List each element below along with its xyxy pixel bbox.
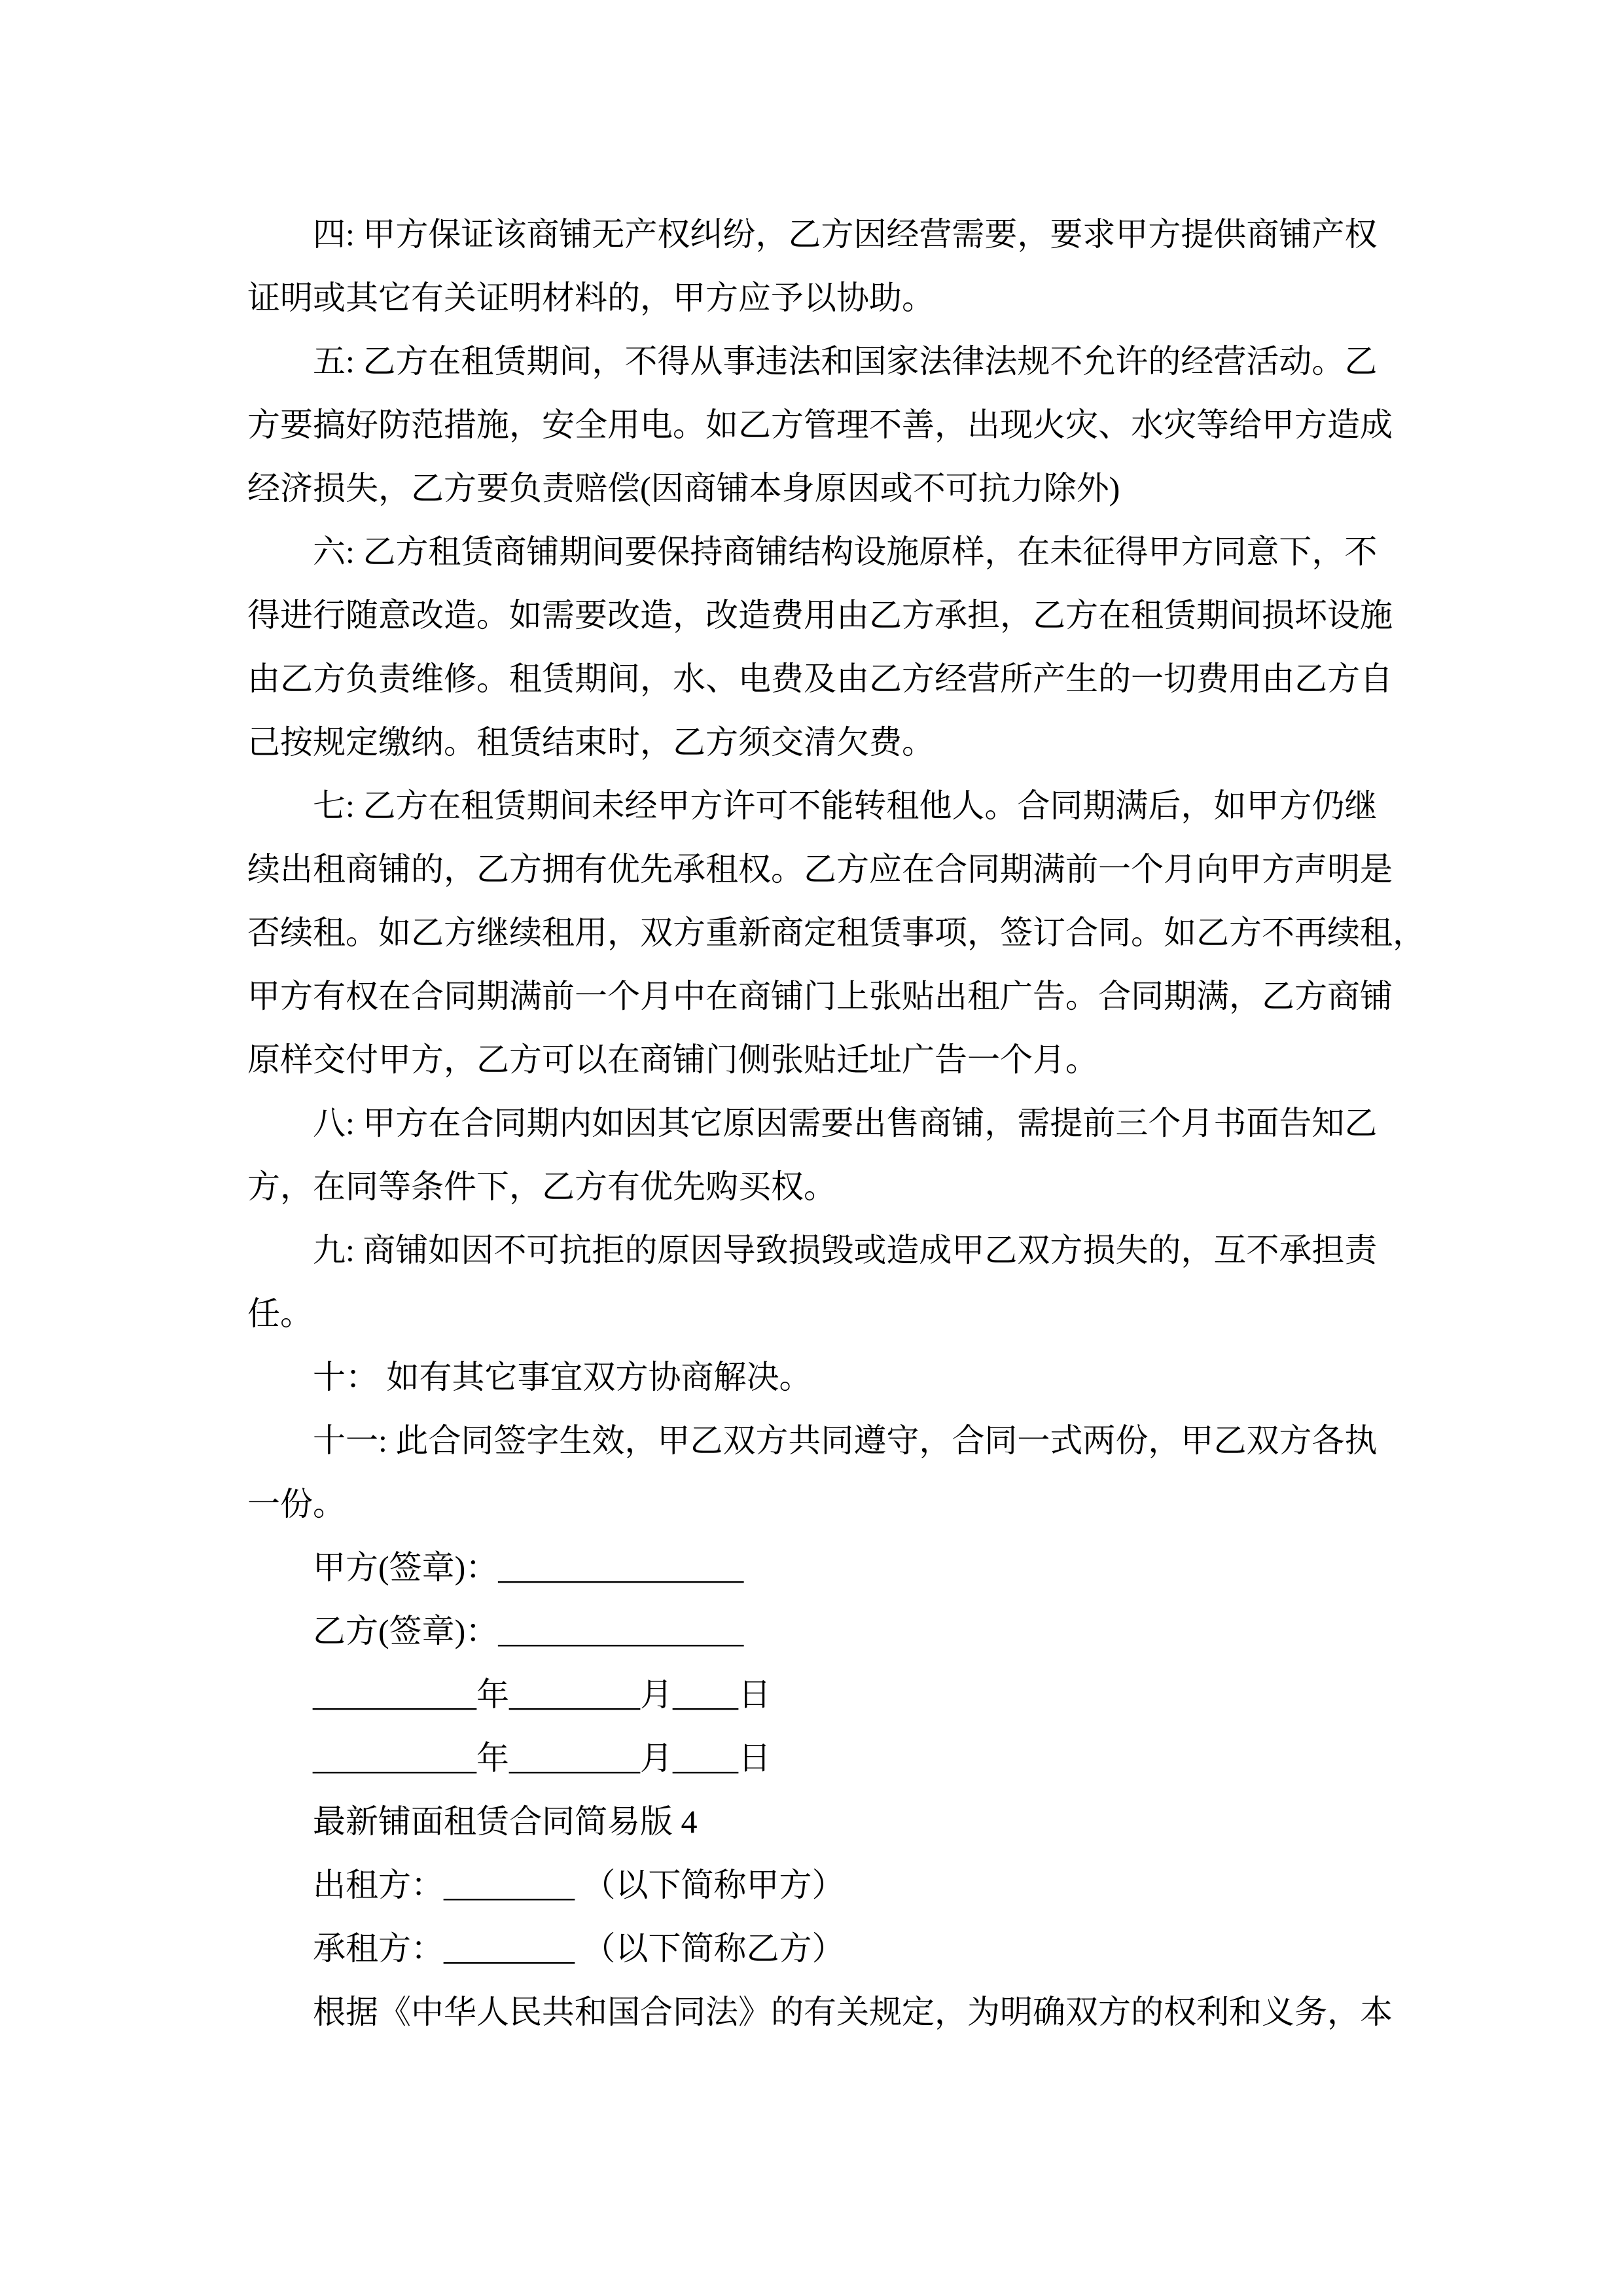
party-b-signature-line: 乙方(签章)：_______________ — [313, 1613, 744, 1649]
clause-6-line-1: 六: 乙方租赁商铺期间要保持商铺结构设施原样，在未征得甲方同意下，不 — [313, 533, 1378, 570]
clause-7-line-4: 甲方有权在合同期满前一个月中在商铺门上张贴出租广告。合同期满，乙方商铺 — [247, 978, 1393, 1014]
clause-11-line-1: 十一: 此合同签字生效，甲乙双方共同遵守，合同一式两份，甲乙双方各执 — [313, 1422, 1378, 1459]
clause-8-line-2: 方，在同等条件下，乙方有优先购买权。 — [247, 1168, 836, 1205]
clause-7-line-1: 七: 乙方在租赁期间未经甲方许可不能转租他人。合同期满后，如甲方仍继 — [313, 787, 1378, 824]
clause-7-line-2: 续出租商铺的，乙方拥有优先承租权。乙方应在合同期满前一个月向甲方声明是 — [247, 851, 1393, 888]
date-line-1: __________年________月____日 — [313, 1676, 771, 1713]
party-a-signature-line: 甲方(签章)：_______________ — [313, 1549, 744, 1586]
clause-5-line-3: 经济损失，乙方要负责赔偿(因商铺本身原因或不可抗力除外) — [247, 470, 1120, 507]
date-line-2: __________年________月____日 — [313, 1740, 771, 1776]
clause-6-line-4: 己按规定缴纳。租赁结束时，乙方须交清欠费。 — [247, 724, 935, 761]
clause-7-line-5: 原样交付甲方，乙方可以在商铺门侧张贴迁址广告一个月。 — [247, 1041, 1098, 1078]
clause-6-line-3: 由乙方负责维修。租赁期间，水、电费及由乙方经营所产生的一切费用由乙方自 — [247, 660, 1393, 697]
clause-10-line: 十： 如有其它事宜双方协商解决。 — [313, 1359, 812, 1395]
clause-7-line-3: 否续租。如乙方继续租用，双方重新商定租赁事项，签订合同。如乙方不再续租， — [247, 914, 1425, 951]
clause-11-line-2: 一份。 — [247, 1486, 346, 1522]
document-body — [247, 203, 1425, 2044]
clause-5-line-2: 方要搞好防范措施，安全用电。如乙方管理不善，出现火灾、水灾等给甲方造成 — [247, 406, 1393, 443]
clause-5-line-1: 五: 乙方在租赁期间，不得从事违法和国家法律法规不允许的经营活动。乙 — [313, 343, 1378, 380]
lessee-line: 承租方：________ （以下简称乙方） — [313, 1930, 845, 1967]
clause-9-line-2: 任。 — [247, 1295, 313, 1332]
clause-9-line-1: 九: 商铺如因不可抗拒的原因导致损毁或造成甲乙双方损失的，互不承担责 — [313, 1232, 1378, 1268]
clause-6-line-2: 得进行随意改造。如需要改造，改造费用由乙方承担，乙方在租赁期间损坏设施 — [247, 597, 1393, 634]
next-contract-title: 最新铺面租赁合同简易版 4 — [313, 1803, 698, 1840]
intro-line: 根据《中华人民共和国合同法》的有关规定，为明确双方的权利和义务，本 — [313, 1994, 1393, 2030]
clause-4-line-1: 四: 甲方保证该商铺无产权纠纷，乙方因经营需要，要求甲方提供商铺产权 — [313, 216, 1378, 253]
clause-4-line-2: 证明或其它有关证明材料的，甲方应予以协助。 — [247, 279, 935, 316]
clause-8-line-1: 八: 甲方在合同期内如因其它原因需要出售商铺，需提前三个月书面告知乙 — [313, 1105, 1378, 1141]
lessor-line: 出租方：________ （以下简称甲方） — [313, 1867, 845, 1903]
